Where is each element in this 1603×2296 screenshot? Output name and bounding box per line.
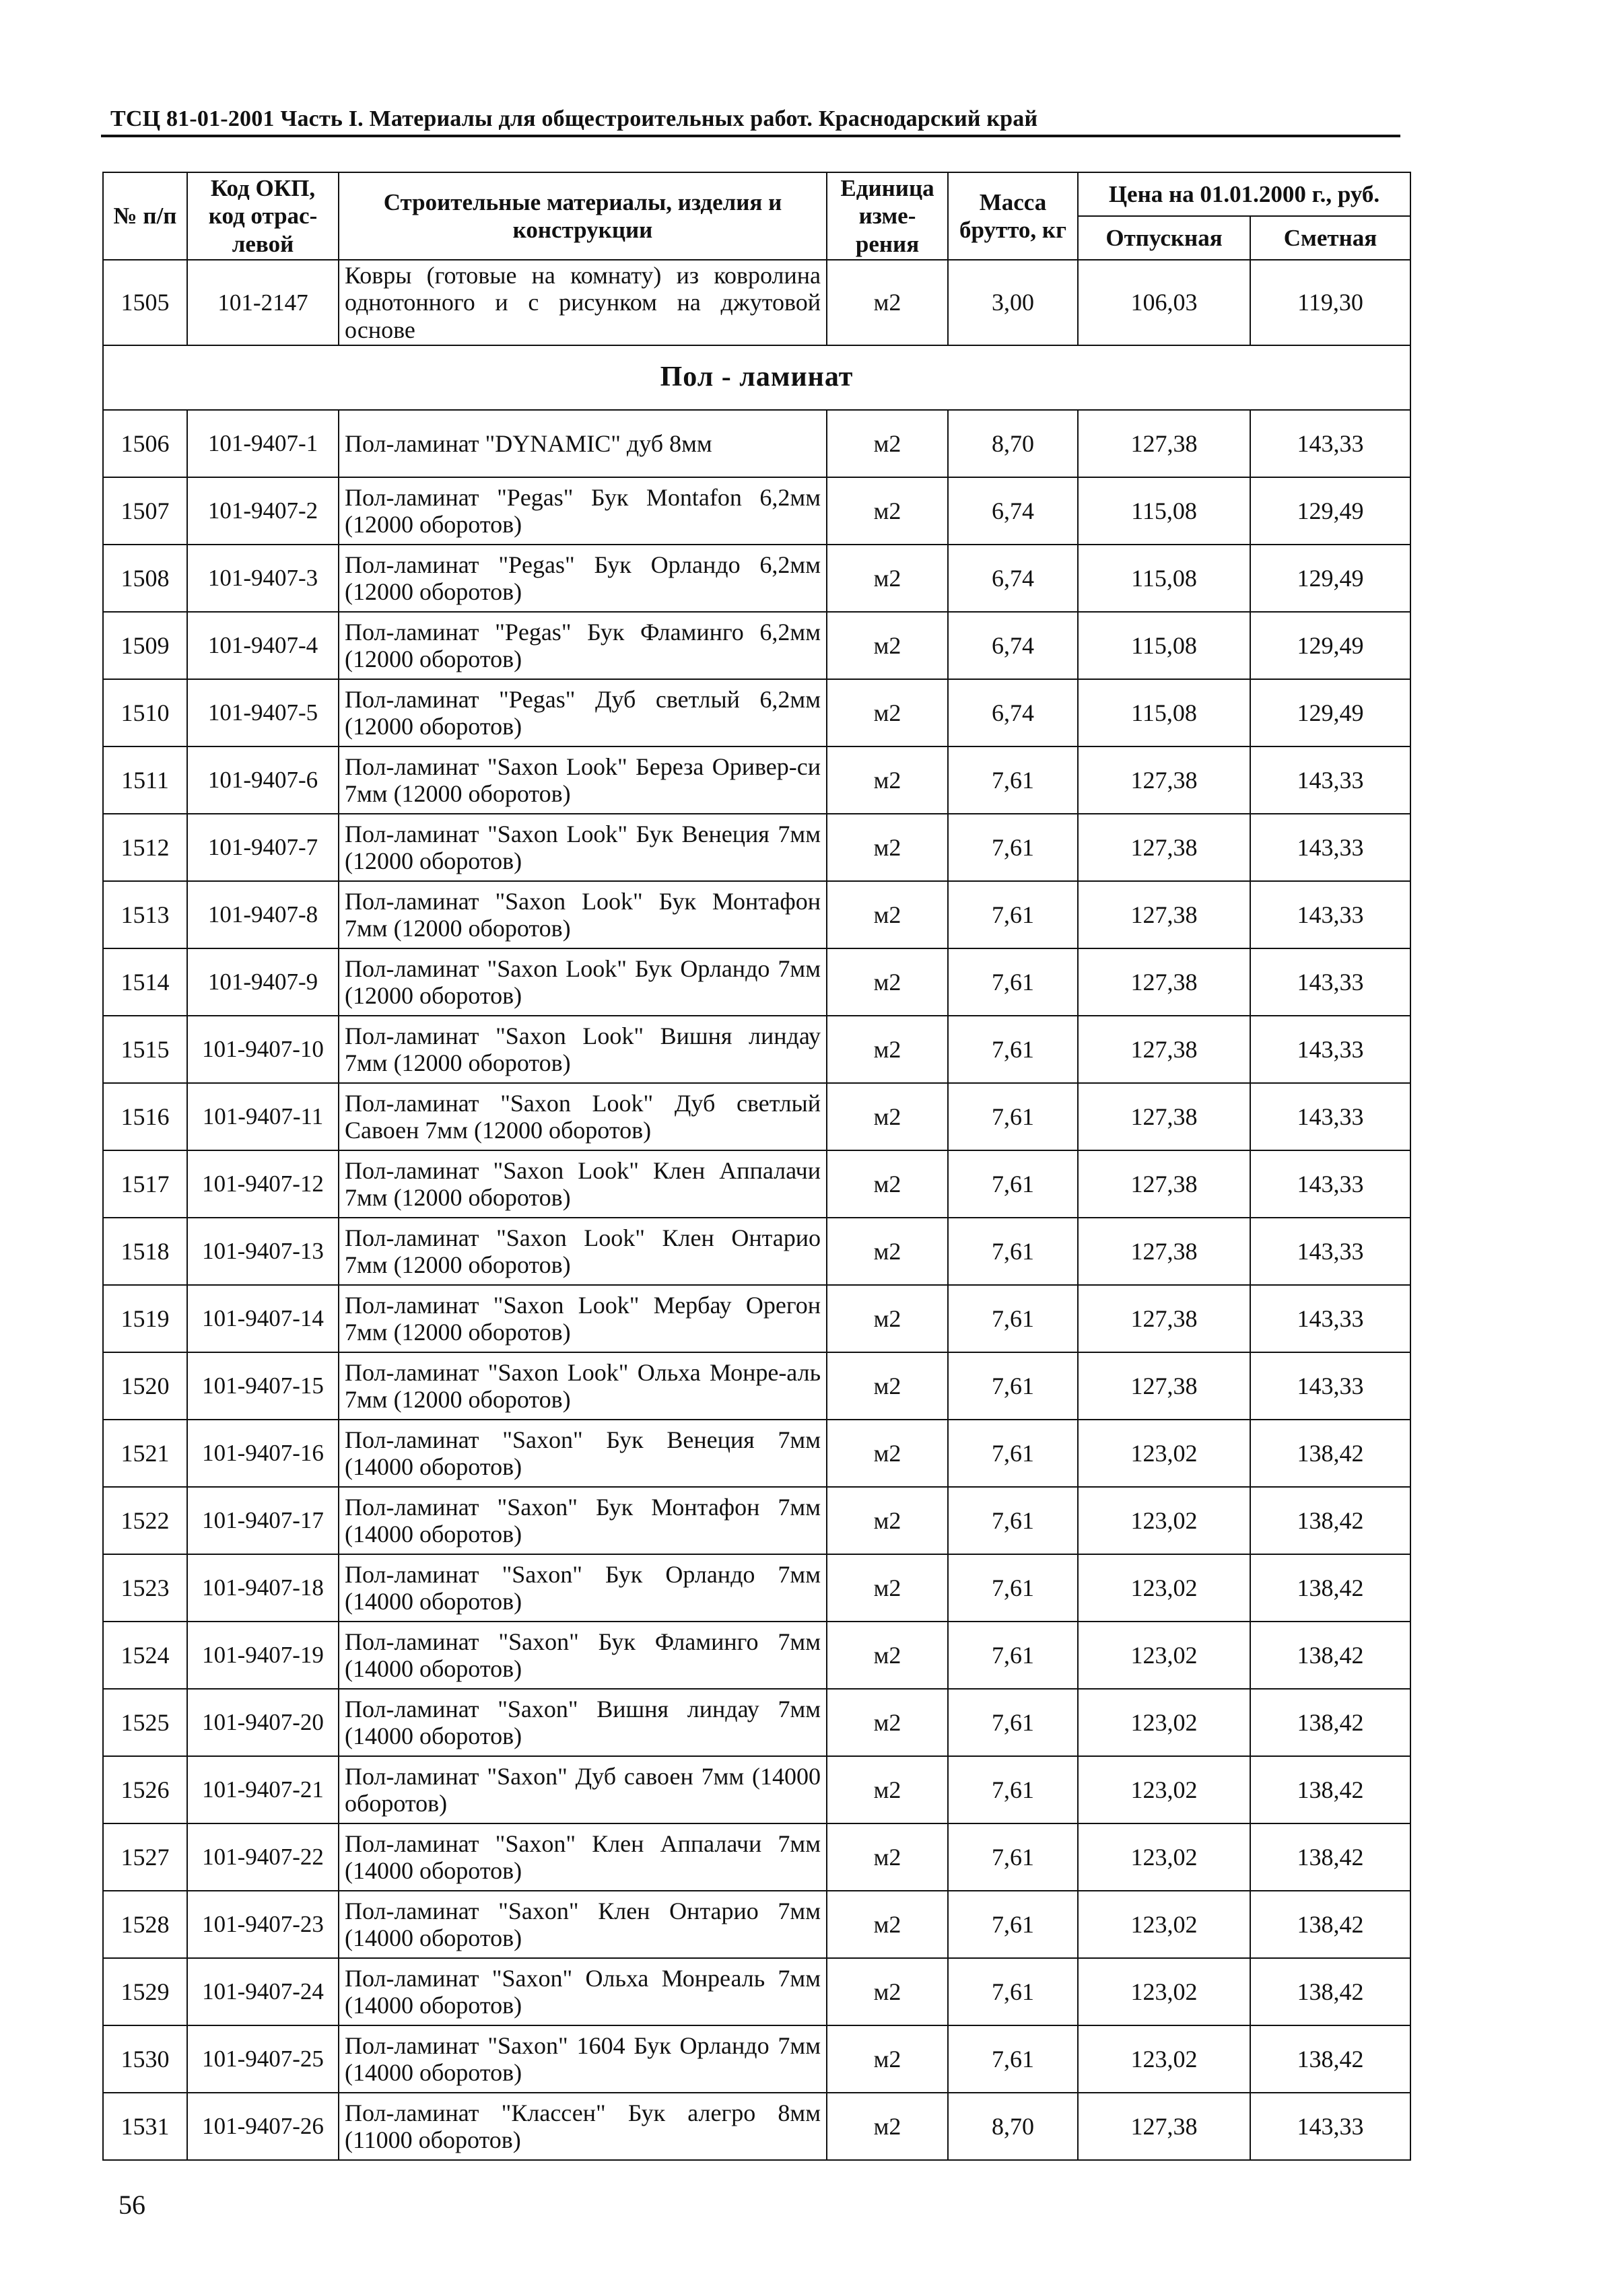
cell-price-estimate: 138,42 (1250, 2025, 1410, 2093)
col-header-code: Код ОКП, код отрас-левой (187, 172, 339, 260)
cell-mass: 7,61 (948, 1150, 1078, 1218)
cell-code: 101-9407-24 (187, 1958, 339, 2025)
cell-price-estimate: 138,42 (1250, 1487, 1410, 1554)
cell-price-estimate: 138,42 (1250, 1958, 1410, 2025)
cell-unit: м2 (827, 881, 948, 948)
cell-mass: 7,61 (948, 1756, 1078, 1823)
col-header-unit: Единица изме-рения (827, 172, 948, 260)
cell-num: 1527 (103, 1823, 187, 1891)
cell-unit: м2 (827, 2025, 948, 2093)
cell-code: 101-9407-26 (187, 2093, 339, 2160)
col-header-price-release: Отпускная (1078, 216, 1250, 260)
cell-unit: м2 (827, 1756, 948, 1823)
cell-code: 101-9407-8 (187, 881, 339, 948)
cell-code: 101-9407-5 (187, 679, 339, 746)
cell-price-release: 127,38 (1078, 948, 1250, 1016)
cell-price-release: 127,38 (1078, 814, 1250, 881)
cell-price-estimate: 138,42 (1250, 1891, 1410, 1958)
cell-unit: м2 (827, 1622, 948, 1689)
cell-price-estimate: 138,42 (1250, 1823, 1410, 1891)
header-divider (101, 135, 1400, 137)
cell-name: Пол-ламинат "Saxon Look" Береза Оривер-си 7мм (12000 оборотов) (339, 746, 827, 814)
cell-price-estimate: 143,33 (1250, 410, 1410, 477)
cell-num: 1530 (103, 2025, 187, 2093)
cell-name: Пол-ламинат "Saxon" Бук Орландо 7мм (14000 оборотов) (339, 1554, 827, 1622)
cell-mass: 7,61 (948, 1958, 1078, 2025)
cell-num: 1513 (103, 881, 187, 948)
cell-price-estimate: 143,33 (1250, 881, 1410, 948)
cell-name: Пол-ламинат "Saxon Look" Бук Орландо 7мм (12000 оборотов) (339, 948, 827, 1016)
materials-price-table (102, 172, 1411, 2161)
cell-unit: м2 (827, 1420, 948, 1487)
cell-unit: м2 (827, 1689, 948, 1756)
cell-mass: 7,61 (948, 1352, 1078, 1420)
cell-name: Пол-ламинат "Saxon" Клен Онтарио 7мм (14000 оборотов) (339, 1891, 827, 1958)
cell-code: 101-9407-16 (187, 1420, 339, 1487)
cell-mass: 7,61 (948, 1083, 1078, 1150)
cell-name: Пол-ламинат "Saxon Look" Вишня линдау 7мм (12000 оборотов) (339, 1016, 827, 1083)
cell-name: Пол-ламинат "Классен" Бук алегро 8мм (11000 оборотов) (339, 2093, 827, 2160)
cell-price-release: 123,02 (1078, 1487, 1250, 1554)
cell-price-estimate: 143,33 (1250, 1218, 1410, 1285)
cell-name: Пол-ламинат "Saxon Look" Клен Онтарио 7мм (12000 оборотов) (339, 1218, 827, 1285)
cell-num: 1519 (103, 1285, 187, 1352)
cell-price-estimate: 143,33 (1250, 2093, 1410, 2160)
cell-code: 101-9407-22 (187, 1823, 339, 1891)
cell-num: 1529 (103, 1958, 187, 2025)
cell-price-estimate: 129,49 (1250, 477, 1410, 545)
cell-name: Пол-ламинат "Saxon Look" Бук Венеция 7мм (12000 оборотов) (339, 814, 827, 881)
cell-price-estimate: 138,42 (1250, 1689, 1410, 1756)
cell-code: 101-9407-3 (187, 545, 339, 612)
cell-num: 1528 (103, 1891, 187, 1958)
cell-name: Пол-ламинат "Saxon" Бук Венеция 7мм (14000 оборотов) (339, 1420, 827, 1487)
cell-price-release: 127,38 (1078, 1285, 1250, 1352)
table-row (103, 1083, 1410, 1150)
cell-num: 1518 (103, 1218, 187, 1285)
cell-unit: м2 (827, 260, 948, 345)
cell-mass: 3,00 (948, 260, 1078, 345)
cell-price-release: 123,02 (1078, 2025, 1250, 2093)
cell-mass: 6,74 (948, 545, 1078, 612)
cell-unit: м2 (827, 1083, 948, 1150)
cell-price-estimate: 143,33 (1250, 1083, 1410, 1150)
cell-num: 1523 (103, 1554, 187, 1622)
cell-price-estimate: 143,33 (1250, 1016, 1410, 1083)
table-row (103, 1420, 1410, 1487)
cell-num: 1525 (103, 1689, 187, 1756)
cell-unit: м2 (827, 410, 948, 477)
cell-code: 101-9407-14 (187, 1285, 339, 1352)
cell-price-estimate: 138,42 (1250, 1420, 1410, 1487)
table-row (103, 948, 1410, 1016)
page-number: 56 (118, 2190, 145, 2220)
cell-price-release: 123,02 (1078, 1891, 1250, 1958)
cell-num: 1514 (103, 948, 187, 1016)
cell-num: 1520 (103, 1352, 187, 1420)
cell-mass: 7,61 (948, 1622, 1078, 1689)
cell-price-estimate: 143,33 (1250, 1150, 1410, 1218)
table-row (103, 1016, 1410, 1083)
cell-unit: м2 (827, 1958, 948, 2025)
cell-code: 101-9407-11 (187, 1083, 339, 1150)
cell-price-estimate: 138,42 (1250, 1756, 1410, 1823)
table-row (103, 881, 1410, 948)
cell-unit: м2 (827, 1218, 948, 1285)
cell-name: Пол-ламинат "Saxon Look" Ольха Монре-аль 7мм (12000 оборотов) (339, 1352, 827, 1420)
table-row (103, 1554, 1410, 1622)
cell-code: 101-9407-15 (187, 1352, 339, 1420)
cell-price-estimate: 138,42 (1250, 1554, 1410, 1622)
table-row (103, 1622, 1410, 1689)
cell-code: 101-9407-9 (187, 948, 339, 1016)
table-row (103, 814, 1410, 881)
cell-price-release: 115,08 (1078, 679, 1250, 746)
cell-mass: 7,61 (948, 1554, 1078, 1622)
cell-mass: 7,61 (948, 1891, 1078, 1958)
cell-num: 1517 (103, 1150, 187, 1218)
table-row (103, 612, 1410, 679)
cell-mass: 7,61 (948, 1218, 1078, 1285)
section-title: Пол - ламинат (103, 345, 1410, 410)
cell-num: 1521 (103, 1420, 187, 1487)
table-row (103, 679, 1410, 746)
cell-name: Пол-ламинат "Saxon" Дуб савоен 7мм (14000 оборотов) (339, 1756, 827, 1823)
cell-code: 101-9407-19 (187, 1622, 339, 1689)
cell-unit: м2 (827, 1016, 948, 1083)
cell-price-release: 127,38 (1078, 1150, 1250, 1218)
cell-price-estimate: 143,33 (1250, 948, 1410, 1016)
table-row (103, 260, 1410, 345)
cell-price-release: 123,02 (1078, 1689, 1250, 1756)
cell-mass: 7,61 (948, 1487, 1078, 1554)
cell-price-release: 127,38 (1078, 1083, 1250, 1150)
cell-code: 101-9407-2 (187, 477, 339, 545)
table-row (103, 2093, 1410, 2160)
cell-name: Пол-ламинат "Saxon Look" Клен Аппалачи 7мм (12000 оборотов) (339, 1150, 827, 1218)
cell-num: 1509 (103, 612, 187, 679)
table-row (103, 746, 1410, 814)
cell-mass: 7,61 (948, 2025, 1078, 2093)
cell-code: 101-9407-4 (187, 612, 339, 679)
cell-unit: м2 (827, 814, 948, 881)
col-header-mass: Масса брутто, кг (948, 172, 1078, 260)
cell-code: 101-2147 (187, 260, 339, 345)
cell-price-estimate: 119,30 (1250, 260, 1410, 345)
cell-unit: м2 (827, 1891, 948, 1958)
cell-mass: 7,61 (948, 814, 1078, 881)
cell-name: Ковры (готовые на комнату) из ковролина однотонного и с рисунком на джутовой основе (339, 260, 827, 345)
cell-mass: 7,61 (948, 1823, 1078, 1891)
section-row (103, 345, 1410, 410)
cell-num: 1524 (103, 1622, 187, 1689)
cell-price-release: 115,08 (1078, 612, 1250, 679)
cell-code: 101-9407-12 (187, 1150, 339, 1218)
cell-price-release: 127,38 (1078, 1218, 1250, 1285)
cell-code: 101-9407-13 (187, 1218, 339, 1285)
cell-code: 101-9407-7 (187, 814, 339, 881)
cell-unit: м2 (827, 545, 948, 612)
cell-price-release: 127,38 (1078, 881, 1250, 948)
cell-unit: м2 (827, 477, 948, 545)
cell-num: 1531 (103, 2093, 187, 2160)
cell-price-estimate: 129,49 (1250, 545, 1410, 612)
cell-price-release: 123,02 (1078, 1420, 1250, 1487)
cell-price-estimate: 143,33 (1250, 1285, 1410, 1352)
cell-name: Пол-ламинат "DYNAMIC" дуб 8мм (339, 410, 827, 477)
cell-num: 1506 (103, 410, 187, 477)
cell-unit: м2 (827, 1150, 948, 1218)
table-row (103, 410, 1410, 477)
cell-mass: 6,74 (948, 612, 1078, 679)
cell-mass: 7,61 (948, 1016, 1078, 1083)
cell-name: Пол-ламинат "Saxon Look" Мербау Орегон 7мм (12000 оборотов) (339, 1285, 827, 1352)
cell-price-release: 123,02 (1078, 1554, 1250, 1622)
cell-name: Пол-ламинат "Pegas" Дуб светлый 6,2мм (12000 оборотов) (339, 679, 827, 746)
cell-code: 101-9407-25 (187, 2025, 339, 2093)
table-body (103, 260, 1410, 2160)
cell-name: Пол-ламинат "Saxon" Вишня линдау 7мм (14000 оборотов) (339, 1689, 827, 1756)
cell-code: 101-9407-21 (187, 1756, 339, 1823)
cell-mass: 7,61 (948, 881, 1078, 948)
table-row (103, 1756, 1410, 1823)
cell-name: Пол-ламинат "Pegas" Бук Орландо 6,2мм (12000 оборотов) (339, 545, 827, 612)
cell-unit: м2 (827, 679, 948, 746)
cell-unit: м2 (827, 1487, 948, 1554)
cell-name: Пол-ламинат "Saxon" Бук Фламинго 7мм (14000 оборотов) (339, 1622, 827, 1689)
cell-name: Пол-ламинат "Pegas" Бук Фламинго 6,2мм (12000 оборотов) (339, 612, 827, 679)
cell-unit: м2 (827, 2093, 948, 2160)
cell-name: Пол-ламинат "Saxon" Клен Аппалачи 7мм (14000 оборотов) (339, 1823, 827, 1891)
cell-num: 1508 (103, 545, 187, 612)
cell-price-release: 127,38 (1078, 2093, 1250, 2160)
cell-unit: м2 (827, 1352, 948, 1420)
cell-num: 1505 (103, 260, 187, 345)
cell-unit: м2 (827, 612, 948, 679)
cell-unit: м2 (827, 1823, 948, 1891)
cell-num: 1512 (103, 814, 187, 881)
cell-unit: м2 (827, 746, 948, 814)
cell-price-estimate: 143,33 (1250, 1352, 1410, 1420)
cell-mass: 7,61 (948, 1420, 1078, 1487)
cell-code: 101-9407-10 (187, 1016, 339, 1083)
cell-num: 1510 (103, 679, 187, 746)
cell-mass: 7,61 (948, 1285, 1078, 1352)
table-row (103, 1487, 1410, 1554)
cell-price-release: 127,38 (1078, 1352, 1250, 1420)
cell-mass: 6,74 (948, 477, 1078, 545)
cell-name: Пол-ламинат "Saxon" 1604 Бук Орландо 7мм (14000 оборотов) (339, 2025, 827, 2093)
page-header-title: ТСЦ 81-01-2001 Часть I. Материалы для общестроительных работ. Краснодарский край (110, 106, 1038, 131)
cell-price-release: 106,03 (1078, 260, 1250, 345)
cell-mass: 8,70 (948, 2093, 1078, 2160)
table-row (103, 1285, 1410, 1352)
cell-code: 101-9407-18 (187, 1554, 339, 1622)
table-row (103, 2025, 1410, 2093)
cell-code: 101-9407-17 (187, 1487, 339, 1554)
cell-code: 101-9407-1 (187, 410, 339, 477)
table-row (103, 1891, 1410, 1958)
cell-mass: 7,61 (948, 948, 1078, 1016)
table-row (103, 1958, 1410, 2025)
cell-price-release: 115,08 (1078, 545, 1250, 612)
cell-mass: 8,70 (948, 410, 1078, 477)
cell-price-release: 127,38 (1078, 410, 1250, 477)
col-header-price-group: Цена на 01.01.2000 г., руб. (1078, 172, 1410, 216)
cell-num: 1515 (103, 1016, 187, 1083)
cell-code: 101-9407-20 (187, 1689, 339, 1756)
cell-price-estimate: 143,33 (1250, 746, 1410, 814)
table-row (103, 1352, 1410, 1420)
cell-price-release: 127,38 (1078, 746, 1250, 814)
cell-price-release: 115,08 (1078, 477, 1250, 545)
cell-price-release: 123,02 (1078, 1823, 1250, 1891)
cell-price-estimate: 143,33 (1250, 814, 1410, 881)
cell-unit: м2 (827, 948, 948, 1016)
cell-price-estimate: 129,49 (1250, 679, 1410, 746)
table-row (103, 1150, 1410, 1218)
table-row (103, 1689, 1410, 1756)
cell-price-release: 123,02 (1078, 1958, 1250, 2025)
col-header-name: Строительные материалы, изделия и конструкции (339, 172, 827, 260)
cell-unit: м2 (827, 1285, 948, 1352)
cell-price-release: 123,02 (1078, 1622, 1250, 1689)
table-row (103, 545, 1410, 612)
cell-num: 1511 (103, 746, 187, 814)
col-header-num: № п/п (103, 172, 187, 260)
cell-num: 1507 (103, 477, 187, 545)
table-row (103, 1218, 1410, 1285)
table-row (103, 1823, 1410, 1891)
cell-num: 1526 (103, 1756, 187, 1823)
table-header (103, 172, 1410, 260)
cell-name: Пол-ламинат "Saxon Look" Дуб светлый Савоен 7мм (12000 оборотов) (339, 1083, 827, 1150)
cell-name: Пол-ламинат "Saxon" Ольха Монреаль 7мм (14000 оборотов) (339, 1958, 827, 2025)
cell-num: 1516 (103, 1083, 187, 1150)
cell-price-estimate: 138,42 (1250, 1622, 1410, 1689)
cell-name: Пол-ламинат "Saxon" Бук Монтафон 7мм (14000 оборотов) (339, 1487, 827, 1554)
cell-unit: м2 (827, 1554, 948, 1622)
cell-mass: 7,61 (948, 1689, 1078, 1756)
cell-name: Пол-ламинат "Saxon Look" Бук Монтафон 7мм (12000 оборотов) (339, 881, 827, 948)
col-header-price-estimate: Сметная (1250, 216, 1410, 260)
cell-mass: 6,74 (948, 679, 1078, 746)
cell-name: Пол-ламинат "Pegas" Бук Montafon 6,2мм (12000 оборотов) (339, 477, 827, 545)
cell-price-release: 127,38 (1078, 1016, 1250, 1083)
cell-price-release: 123,02 (1078, 1756, 1250, 1823)
cell-code: 101-9407-23 (187, 1891, 339, 1958)
table-row (103, 477, 1410, 545)
cell-price-estimate: 129,49 (1250, 612, 1410, 679)
cell-mass: 7,61 (948, 746, 1078, 814)
cell-code: 101-9407-6 (187, 746, 339, 814)
cell-num: 1522 (103, 1487, 187, 1554)
